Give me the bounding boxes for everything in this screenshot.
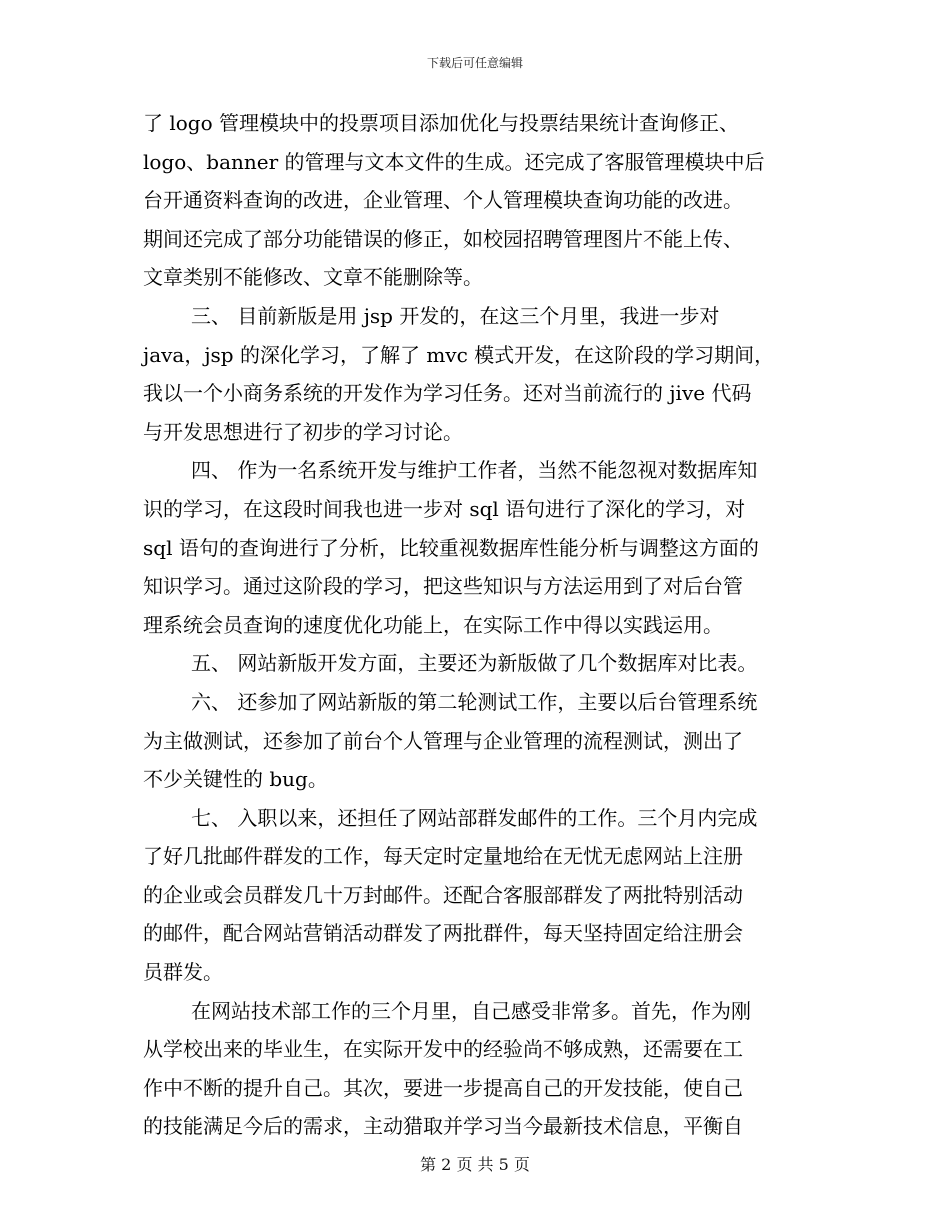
text-line: 了好几批邮件群发的工作，每天定时定量地给在无忧无虑网站上注册 bbox=[143, 844, 743, 869]
text-line: 不少关键性的 bug。 bbox=[143, 767, 328, 792]
text-line: 的邮件，配合网站营销活动群发了两批群件，每天坚持固定给注册会 bbox=[143, 921, 743, 946]
document-body bbox=[143, 104, 807, 1146]
text-line: 识的学习，在这段时间我也进一步对 sql 语句进行了深化的学习，对 bbox=[143, 496, 746, 521]
text-line: 知识学习。通过这阶段的学习，把这些知识与方法运用到了对后台管 bbox=[143, 574, 743, 599]
text-line: 作中不断的提升自己。其次，要进一步提高自己的开发技能，使自己 bbox=[143, 1075, 743, 1100]
text-line: 三、 目前新版是用 jsp 开发的，在这三个月里，我进一步对 bbox=[191, 303, 720, 328]
text-line: 的技能满足今后的需求，主动猎取并学习当今最新技术信息，平衡自 bbox=[143, 1114, 743, 1139]
text-line: 了 logo 管理模块中的投票项目添加优化与投票结果统计查询修正、 bbox=[143, 111, 739, 135]
header-note: 下载后可任意编辑 bbox=[426, 56, 523, 70]
text-line: sql 语句的查询进行了分析，比较重视数据库性能分析与调整这方面的 bbox=[143, 535, 759, 560]
text-line: java，jsp 的深化学习，了解了 mvc 模式开发，在这阶段的学习期间， bbox=[143, 342, 775, 367]
text-line: 四、 作为一名系统开发与维护工作者，当然不能忽视对数据库知 bbox=[191, 458, 758, 483]
text-line: 五、 网站新版开发方面，主要还为新版做了几个数据库对比表。 bbox=[191, 651, 758, 676]
text-line: 为主做测试，还参加了前台个人管理与企业管理的流程测试，测出了 bbox=[143, 728, 743, 753]
text-line: 文章类别不能修改、文章不能删除等。 bbox=[143, 265, 483, 290]
text-line: 在网站技术部工作的三个月里，自己感受非常多。首先，作为刚 bbox=[191, 998, 751, 1023]
text-line: 七、 入职以来，还担任了网站部群发邮件的工作。三个月内完成 bbox=[191, 805, 758, 830]
text-line: 期间还完成了部分功能错误的修正，如校园招聘管理图片不能上传、 bbox=[143, 226, 743, 251]
text-line: 的企业或会员群发几十万封邮件。还配合客服部群发了两批特别活动 bbox=[143, 882, 743, 907]
text-line: logo、banner 的管理与文本文件的生成。还完成了客服管理模块中后 bbox=[143, 149, 765, 174]
page-footer: 第 2 页 共 5 页 bbox=[420, 1155, 530, 1174]
text-line: 与开发思想进行了初步的学习讨论。 bbox=[143, 419, 463, 444]
text-line: 六、 还参加了网站新版的第二轮测试工作，主要以后台管理系统 bbox=[191, 689, 758, 714]
text-line: 理系统会员查询的速度优化功能上，在实际工作中得以实践运用。 bbox=[143, 612, 723, 637]
text-line: 台开通资料查询的改进，企业管理、个人管理模块查询功能的改进。 bbox=[143, 188, 743, 213]
text-line: 我以一个小商务系统的开发作为学习任务。还对当前流行的 jive 代码 bbox=[143, 381, 752, 406]
text-line: 从学校出来的毕业生，在实际开发中的经验尚不够成熟，还需要在工 bbox=[143, 1037, 743, 1062]
text-line: 员群发。 bbox=[143, 960, 223, 985]
